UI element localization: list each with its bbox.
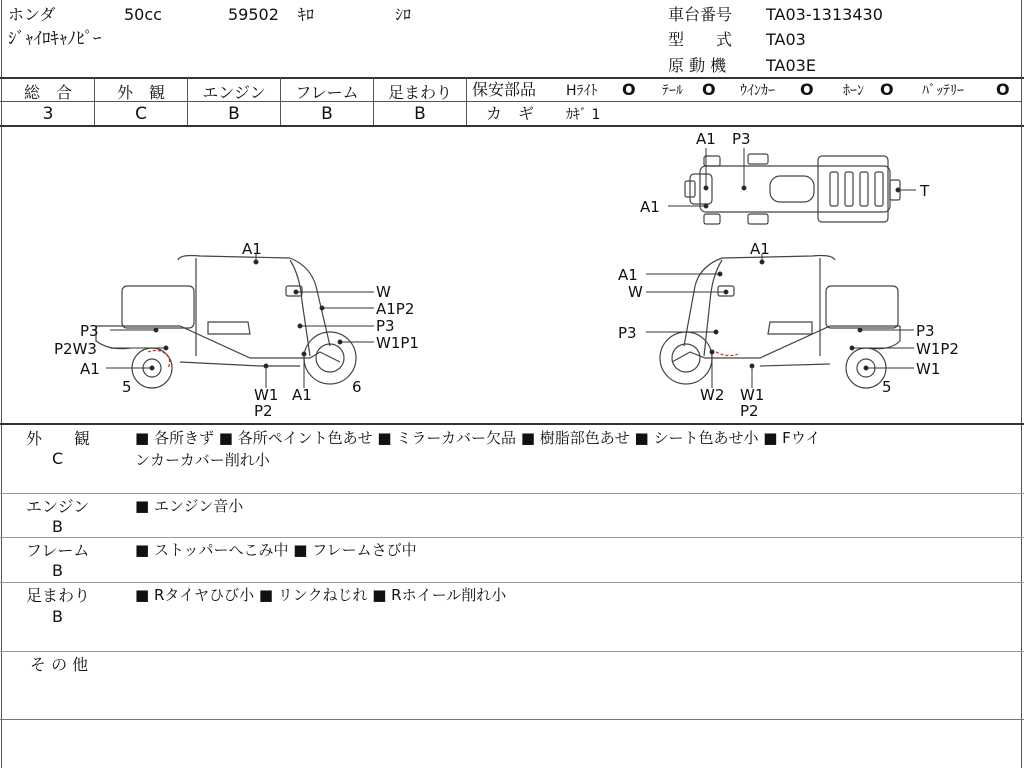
grade-label-suspension: 足まわり (387, 83, 452, 102)
label-right-w1-bottom: W1 (740, 386, 765, 404)
safety-headlight-mark: O (622, 80, 636, 99)
safety-winker-mark: O (800, 80, 814, 99)
label-top-a1-upper: A1 (696, 130, 716, 148)
safety-horn-label: ﾎｰﾝ (843, 83, 864, 99)
remark-category-exterior: 外 観 (26, 429, 91, 448)
label-top-a1-lower: A1 (640, 198, 660, 216)
engine-label: 原 動 機 (668, 56, 727, 75)
engine-value: TA03E (766, 56, 816, 75)
frame-number: TA03-1313430 (766, 5, 883, 24)
label-right-w: W (628, 283, 643, 301)
safety-label: 保安部品 (472, 80, 537, 99)
label-left-a1p2: A1P2 (376, 300, 415, 318)
remark-grade-suspension: B (52, 607, 63, 626)
label-right-w2: W2 (700, 386, 725, 404)
label-left-w1p1: W1P1 (376, 334, 419, 352)
label-right-p3-left: P3 (618, 324, 637, 342)
key-value: ｶｷﾞ 1 (566, 107, 601, 123)
label-left-p2w3: P2W3 (54, 340, 97, 358)
label-right-w1p2: W1P2 (916, 340, 959, 358)
remark-grade-frame: B (52, 561, 63, 580)
remark-text-exterior-1: ■ 各所きず ■ 各所ペイント色あせ ■ ミラーカバー欠品 ■ 樹脂部色あせ ■ シート色あせ小 ■ Fウイ (135, 429, 821, 447)
label-left-w: W (376, 283, 391, 301)
label-right-w1: W1 (916, 360, 941, 378)
remark-text-exterior-2: ンカーカバー削れ小 (135, 451, 270, 469)
label-left-p3-left: P3 (80, 322, 99, 340)
label-right-a1-roof: A1 (750, 240, 770, 258)
remark-text-frame-1: ■ ストッパーへこみ中 ■ フレームさび中 (135, 541, 417, 559)
grade-value-engine: B (228, 104, 240, 124)
mileage: 59502 (228, 5, 279, 24)
remark-grade-exterior: C (52, 449, 64, 468)
mileage-unit: ｷﾛ (298, 5, 315, 24)
grade-label-frame: フレーム (295, 83, 359, 102)
safety-winker-label: ｳｲﾝｶｰ (740, 83, 775, 99)
label-top-t: T (920, 182, 930, 200)
frame-label: 車台番号 (668, 5, 733, 24)
key-label: カ ギ (486, 104, 535, 123)
safety-battery-label: ﾊﾞｯﾃﾘｰ (922, 83, 964, 99)
label-right-5: 5 (882, 378, 892, 396)
safety-tail-mark: O (702, 80, 716, 99)
scooter-diagram-svg (0, 126, 1024, 423)
type-label: 型 式 (668, 30, 733, 49)
safety-battery-mark: O (996, 80, 1010, 99)
remark-text-suspension-1: ■ Rタイヤひび小 ■ リンクねじれ ■ Rホイール削れ小 (135, 586, 507, 604)
grade-label-overall: 総 合 (23, 83, 72, 102)
grade-label-exterior: 外 観 (116, 83, 165, 102)
label-left-a1-roof: A1 (242, 240, 262, 258)
damage-diagram (0, 126, 1024, 423)
remark-text-engine-1: ■ エンジン音小 (135, 497, 244, 515)
grade-value-suspension: B (414, 104, 426, 124)
label-left-p3-right: P3 (376, 317, 395, 335)
label-left-w1: W1 (254, 386, 279, 404)
maker: ホンダ (8, 5, 56, 24)
remark-category-frame: フレーム (26, 541, 90, 560)
label-right-a1: A1 (618, 266, 638, 284)
safety-headlight-label: Hﾗｲﾄ (566, 83, 598, 99)
top-view-drawing (685, 154, 900, 224)
grade-value-frame: B (321, 104, 333, 124)
safety-horn-mark: O (880, 80, 894, 99)
label-left-5: 5 (122, 378, 132, 396)
label-left-a1-wheel: A1 (80, 360, 100, 378)
label-left-a1-bottom: A1 (292, 386, 312, 404)
damage-mark-right (716, 352, 738, 356)
label-right-p3-right: P3 (916, 322, 935, 340)
label-left-6: 6 (352, 378, 362, 396)
grade-label-engine: エンジン (202, 83, 266, 102)
color: ｼﾛ (395, 5, 412, 24)
label-right-p2: P2 (740, 402, 759, 420)
remark-category-engine: エンジン (26, 497, 90, 516)
label-top-p3: P3 (732, 130, 751, 148)
safety-tail-label: ﾃｰﾙ (662, 83, 683, 99)
remark-category-suspension: 足まわり (26, 586, 91, 605)
label-left-p2: P2 (254, 402, 273, 420)
grade-value-overall: 3 (42, 104, 54, 124)
model-name: ｼﾞｬｲﾛｷｬﾉﾋﾟｰ (8, 29, 102, 49)
remark-grade-engine: B (52, 517, 63, 536)
grade-value-exterior: C (135, 104, 147, 124)
remark-category-other: そ の 他 (30, 655, 89, 674)
type-value: TA03 (766, 30, 806, 49)
displacement: 50cc (124, 5, 162, 24)
